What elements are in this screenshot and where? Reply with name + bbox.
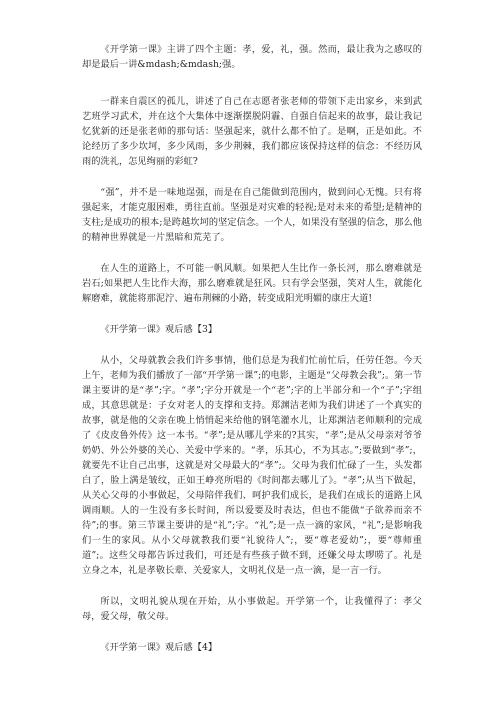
paragraph-spacer: [82, 72, 422, 94]
paragraph-spacer: [82, 337, 422, 353]
strength-meaning-paragraph: “强”，并不是一味地逞强，而是在自己能做到范围内，做到问心无愧。只有将强起来，才能克服困难，勇往直前。坚强是对灾难的轻视;是对未来的希望;是精神的支柱;是成功的根本;是跨越坎坷的坚定信念。一个人，如果没有坚强的信念，那么他的精神世界就是一片黑暗和荒芜了。: [82, 187, 422, 243]
life-road-paragraph: 在人生的道路上，不可能一帆风顺。如果把人生比作一条长河，那么磨难就是岩石;如果把人生比作大海，那么磨难就是狂风。只有学会坚强，笑对人生，就能化解磨难，就能将那泥泞、遍布荆棘的小路，转变成阳光明媚的康庄大道!: [82, 263, 422, 304]
paragraph-spacer: [82, 624, 422, 640]
conclusion-paragraph: 所以，文明礼貌从现在开始，从小事做起。开学第一个，让我懂得了：孝父母，爱父母，敬父母。: [82, 596, 422, 622]
filial-piety-paragraph: 从小，父母就教会我们许多事情，他们总是为我们忙前忙后，任劳任怨。今天上午，老师为我们播放了一部“开学第一课”;的电影，主题是“父母教会我”;。第一节课主要讲的是“孝”;字。“孝”;字分开就是一个“老”;字的上半部分和一个“子”;字组成，其意思就是：子女对老人的支撑和支持。郑渊洁老师为我们讲述了一个真实的故事，就是他的父亲在晚上悄悄起来给他的钢笔灌水儿，让郑渊洁老师顺利的完成了《皮皮鲁外传》这一本书。“孝”;是从哪儿学来的?其实，“孝”;是从父母亲对爷爷奶奶、外公外婆的关心、关爱中学来的。“孝，乐其心，不为其志。”;要做到“孝”;，就要先不让自己出事，这就是对父母最大的“孝”;。父母为我们忙碌了一生，头发都白了，脸上满是皱纹，正如王峥亮所唱的《时间都去哪儿了》。“孝”;从当下做起，从关心父母的小事做起，父母陪伴我们、呵护我们成长，是我们在成长的道路上风调雨顺。人的一生没有多长时间，所以爱要及时表达，但也不能做“子欲养而亲不待”;的事。第三节课主要讲的是“礼”;字。“礼”;是一点一滴的家风，“礼”;是影响我们一生的家风。从小父母就教我们要“礼貌待人”;，要“尊老爱幼”;，要“尊师重道”;。这些父母都告诉过我们，可还是有些孩子做不到，还嫌父母太啰唠了。礼是立身之本，礼是孝敬长辈、关爱家人，文明礼仪是一点一滴，是一言一行。: [82, 355, 422, 576]
orphans-story-paragraph: 一群来自震区的孤儿，讲述了自己在志愿者张老师的带领下走出家乡，来到武艺班学习武术，并在这个大集体中逐渐摆脱阴霾、自强自信起来的故事，最让我记忆犹新的还是张老师的那句话：坚强起来，就什么都不怕了。是啊，正是如此。不论经历了多少坎坷，多少风雨，多少荆棘，我们都应该保持这样的信念：不经历风雨的洗礼，怎见绚丽的彩虹?: [82, 96, 422, 167]
document-page: [82, 42, 422, 655]
intro-paragraph: 《开学第一课》主讲了四个主题：孝，爱，礼，强。然而，最让我为之感叹的却是最后一讲&mdash;&mdash;强。: [82, 44, 422, 70]
paragraph-spacer: [82, 306, 422, 322]
paragraph-spacer: [82, 169, 422, 185]
section-heading-3: 《开学第一课》观后感【3】: [100, 324, 218, 335]
section-heading-4: 《开学第一课》观后感【4】: [100, 642, 218, 653]
paragraph-spacer: [82, 245, 422, 261]
paragraph-spacer: [82, 578, 422, 594]
